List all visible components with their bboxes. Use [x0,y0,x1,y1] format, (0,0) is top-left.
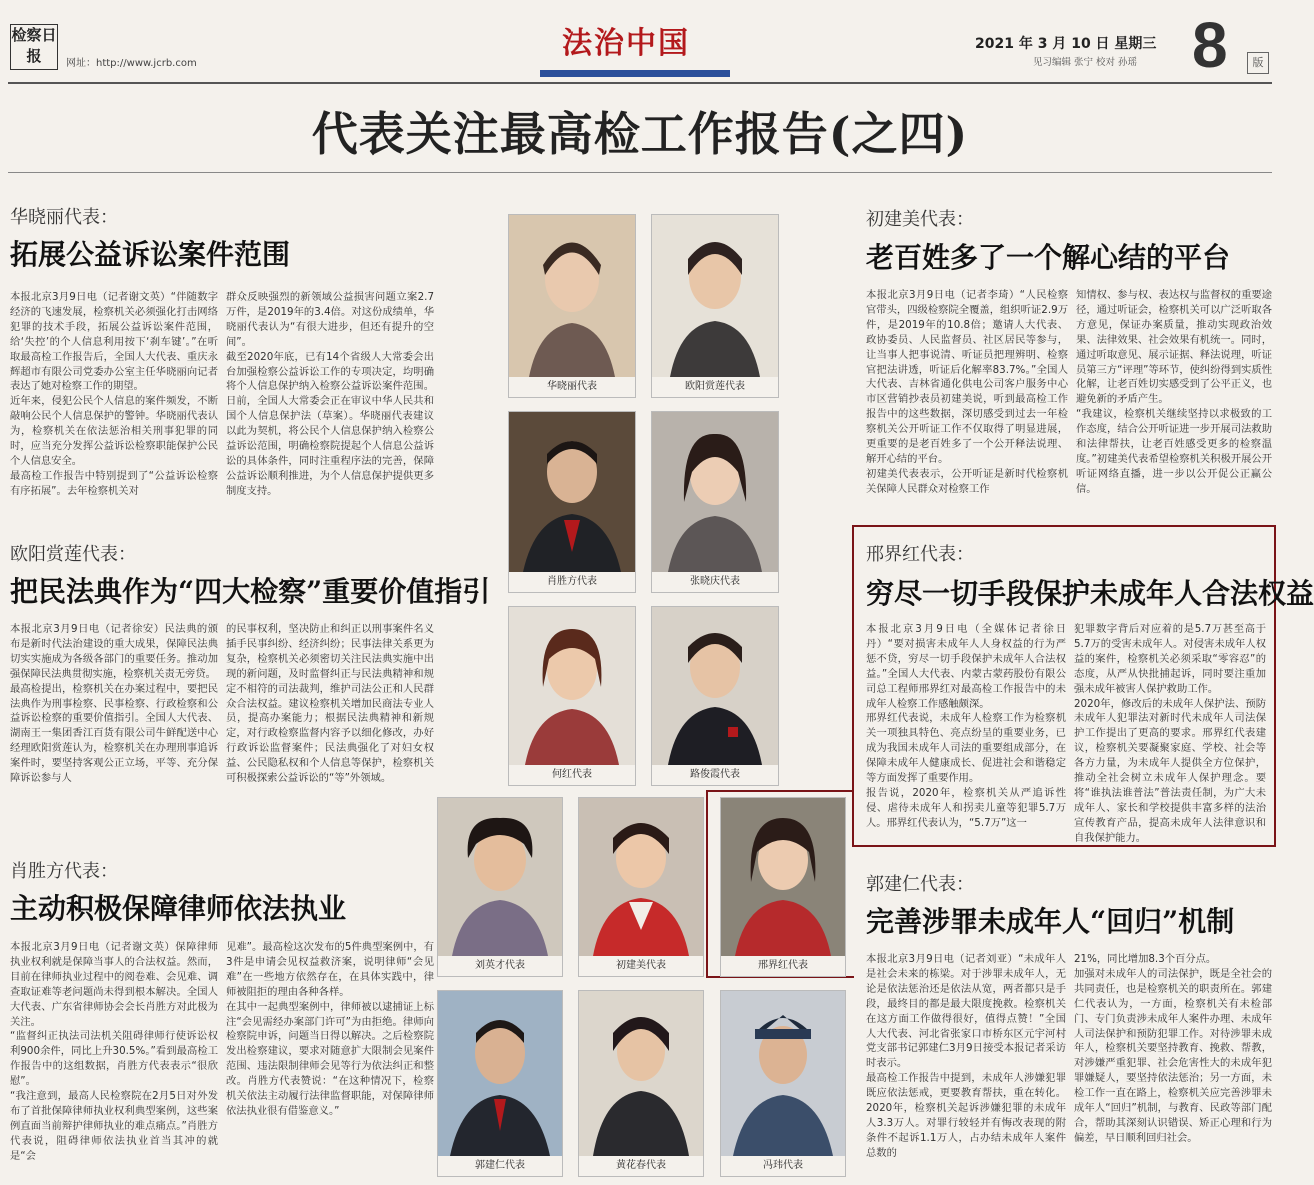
page-number: 8 [1192,9,1228,81]
article-rep-name: 初建美代表： [866,209,974,230]
article-headline: 主动积极保障律师依法执业 [10,892,347,925]
photo-caption: 初建美代表 [579,956,703,976]
portrait-photo [720,990,846,1177]
article-rep-name: 欧阳赏莲代表： [10,544,136,565]
article-body-col2: 的民事权利，坚决防止和纠正以刑事案件名义插手民事纠纷、经济纠纷；民事法律关系更为复杂，检察机关必须密切关注民法典实施中出现的新问题，及时监督纠正与民法典精神和规定不相符的司法裁判，维护司法公正和人民群众合法权益。建议检察机关增加民商法专业人员，提高办案能力；根据民法典精神和新规定，对行政检察监督内容予以细化修改，办好行政诉讼监督案件；民法典强化了对妇女权益、公民隐私权和个人信息等保护，检察机关可积极探索公益诉讼的“等”外领域。 [226,623,434,785]
photo-caption: 张晓庆代表 [652,572,778,592]
photo-caption: 肖胜方代表 [509,572,635,592]
section-title-bar [540,70,730,77]
headline-divider [8,172,1272,173]
photo-caption: 何红代表 [509,765,635,785]
article-body-col2: 见难”。最高检这次发布的5件典型案例中，有3件是申请会见权益救济案，说明律师“会见难”在一些地方依然存在，在具体实践中，律师被阻拒的理由各种各样。 在其中一起典型案例中，律师被以逮捕证上标注“会见需经办案部门许可”为由拒绝。律师向检察院申诉，问题当日得以解决。之后检察院发出检察建议，要求对随意扩大限制会见案件范围、违法限制律师会见等行为依法纠正和整改。肖胜方代表赞说：“在这种情况下，检察机关依法主动履行法律监督职能，对保障律师依法执业很有借鉴意义。” [226,941,434,1117]
photo-caption: 欧阳赏莲代表 [652,377,778,397]
article-rep-name: 郭建仁代表： [866,874,974,895]
portrait-photo [578,797,704,977]
portrait-photo [720,797,846,977]
article-body-col1: 本报北京3月9日电（记者徐安）民法典的颁布是新时代法治建设的重大成果，保障民法典切实实施成为各级各部门的重要任务。推动加强保障民法典贯彻实施，检察机关责无旁贷。 最高检提出，检察机关在办案过程中，要把民法典作为刑事检察、民事检察、行政检察和公益诉讼检察的重要价值指引。全国人大代表、湖南王一集团香江百货有限公司牛鲜配送中心经理欧阳赏莲认为，检察机关在办理刑事追诉案件时，要坚持客观公正立场，平等、充分保障诉讼参与人 [10,623,218,785]
article-headline: 把民法典作为“四大检察”重要价值指引 [10,575,491,608]
photo-caption: 刘英才代表 [438,956,562,976]
photo-caption: 冯玮代表 [721,1156,845,1176]
page-label: 版 [1247,52,1269,74]
portrait-photo [437,990,563,1177]
main-headline: 代表关注最高检工作报告(之四) [311,107,969,161]
portrait-photo [651,411,779,593]
article-body-col1: 本报北京3月9日电（全媒体记者徐日丹）“要对损害未成年人人身权益的行为严惩不贷，穷尽一切手段保护未成年人合法权益。”全国人大代表、内蒙古蒙药股份有限公司总工程师邢界红对最高检工作报告中的未成年人检察工作感触颇深。 邢界红代表说，未成年人检察工作为检察机关一项独具特色、亮点纷呈的重要业务，已成为我国未成年人司法的重要组成部分，在保障未成年人健康成长、促进社会和谐稳定等方面发挥了重要作用。 报告说，2020年，检察机关从严追诉性侵、虐待未成年人和拐卖儿童等犯罪5.7万人。邢界红代表认为，“5.7万”这一 [866,623,1066,829]
article-body-col2: 群众反映强烈的新领域公益损害问题立案2.7万件，是2019年的3.4倍。对这份成绩单，华晓丽代表认为“有很大进步，但还有提升的空间”。 截至2020年底，已有14个省级人大常委会出台加强检察公益诉讼工作的专项决定，均明确将个人信息保护纳入检察公益诉讼案件范围。日前，全国人大常委会正在审议中华人民共和国个人信息保护法（草案）。华晓丽代表建议以此为契机，将公民个人信息保护纳入检察公益诉讼范围，明确检察院提起个人信息公益诉讼的具体条件，同时注重程序法的完善，保障公益诉讼顺利推进，为个人信息保护提供更多制度支持。 [226,291,434,497]
article-body-col1: 本报北京3月9日电（记者谢文英）保障律师执业权利就是保障当事人的合法权益。然而，目前在律师执业过程中的阅卷难、会见难、调查取证难等老问题尚未得到根本解决。全国人大代表、广东省律师协会会长肖胜方对此极为关注。 “监督纠正执法司法机关阻碍律师行使诉讼权利900余件，同比上升30.5%。”看到最高检工作报告中的这组数据，肖胜方代表表示“很欣慰”。 “我注意到，最高人民检察院在2月5日对外发布了首批保障律师执业权利典型案例，这些案例直面当前辩护律师执业的难点痛点。”肖胜方代表说，阻碍律师依法执业首当其冲的就是“会 [10,941,218,1162]
portrait-photo [508,214,636,398]
masthead-divider [8,82,1272,84]
article-body-col1: 本报北京3月9日电（记者刘亚）“未成年人是社会未来的栋梁。对于涉罪未成年人，无论是依法惩治还是依法从宽，两者都只是手段，最终目的都是最大限度挽救。检察机关在这方面工作做得很好，值得点赞！”全国人大代表、河北省张家口市桥东区元宇河村党支部书记郭建仁3月9日接受本报记者采访时表示。 最高检工作报告中提到，未成年人涉嫌犯罪既应依法惩戒，更要教育帮扶，重在转化。2020年，检察机关起诉涉嫌犯罪的未成年人3.3万人。对罪行较轻并有悔改表现的附条件不起诉1.1万人，占办结未成年人案件总数的 [866,953,1066,1159]
article-body-col2: 犯罪数字背后对应着的是5.7万甚至高于5.7万的受害未成年人。对侵害未成年人权益的案件，检察机关必须采取“零容忍”的态度，从严从快批捕起诉，同时要注重加强未成年被害人保护救助工作。 2020年，修改后的未成年人保护法、预防未成年人犯罪法对新时代未成年人司法保护工作提出了更高的要求。邢界红代表建议，检察机关要凝聚家庭、学校、社会等各方力量，为未成年人提供全方位保护，推动全社会树立未成年人保护理念。要将“谁执法谁普法”普法责任制，为广大未成年人、家长和学校提供丰富多样的法治宣传教育产品，提高未成年人法律意识和自我保护能力。 [1074,623,1266,844]
article-body-col1: 本报北京3月9日电（记者谢文英）“伴随数字经济的飞速发展，检察机关必须强化打击网络犯罪的技术手段，拓展公益诉讼案件范围，给‘失控’的个人信息利用按下‘刹车键’。”在听取最高检工作报告后，全国人大代表、重庆永辉超市有限公司党委办公室主任华晓丽向记者表达了她对检察工作的期望。 近年来，侵犯公民个人信息的案件频发，不断敲响公民个人信息保护的警钟。华晓丽代表认为，检察机关在依法惩治相关刑事犯罪的同时，应当充分发挥公益诉讼检察职能保护公民个人信息安全。 最高检工作报告中特别提到了“公益诉讼检察有序拓展”。去年检察机关对 [10,291,218,497]
article-body-col2: 知情权、参与权、表达权与监督权的重要途径，通过听证会，检察机关可以广泛听取各方意见，保证办案质量，推动实现政治效果、法律效果、社会效果有机统一。同时，通过听取意见、展示证据、释法说理，听证员第三方“评理”等环节，使纠纷得到实质性化解，让老百姓切实感受到了公平正义，也避免新的矛盾产生。 “我建议，检察机关继续坚持以求极致的工作态度，结合公开听证进一步开展司法救助和法律帮扶，让老百姓感受更多的检察温度。”初建美代表希望检察机关积极开展公开听证网络直播，进一步以公开促公正赢公信。 [1076,289,1273,495]
article-rep-name: 肖胜方代表： [10,861,118,882]
photo-caption: 黄花春代表 [579,1156,703,1176]
portrait-photo [651,606,779,786]
article-rep-name: 邢界红代表： [866,544,974,565]
portrait-photo [437,797,563,977]
portrait-photo [508,411,636,593]
issue-date: 2021 年 3 月 10 日 星期三 [975,36,1157,52]
portrait-photo [508,606,636,786]
article-headline: 穷尽一切手段保护未成年人合法权益 [866,577,1314,610]
photo-caption: 路俊霞代表 [652,765,778,785]
portrait-photo [578,990,704,1177]
portrait-photo [651,214,779,398]
article-headline: 老百姓多了一个解心结的平台 [866,241,1231,274]
staff-credits: 见习编辑 张宁 校对 孙瑶 [1033,57,1138,68]
article-body-col2: 21%，同比增加8.3个百分点。 加强对未成年人的司法保护，既是全社会的共同责任，也是检察机关的职责所在。郭建仁代表认为，一方面，检察机关有未检部门、专门负责涉未成年人案件办理、未成年人司法保护和预防犯罪工作。对待涉罪未成年人，检察机关要坚持教育、挽救、帮教，对涉嫌严重犯罪、社会危害性大的未成年犯罪嫌疑人，要坚持依法惩治；另一方面，未检工作一直在路上，检察机关应完善涉罪未成年人“回归”机制，与教育、民政等部门配合，帮助其深刻认识错误、矫正心理和行为偏差，早日顺利回归社会。 [1074,953,1272,1144]
newspaper-logo: 检察日报 [10,24,58,70]
website-url[interactable]: 网址：http://www.jcrb.com [66,58,197,69]
article-headline: 完善涉罪未成年人“回归”机制 [866,905,1235,938]
article-rep-name: 华晓丽代表： [10,207,118,228]
article-headline: 拓展公益诉讼案件范围 [10,238,291,271]
photo-caption: 华晓丽代表 [509,377,635,397]
photo-caption: 邢界红代表 [721,956,845,976]
section-title: 法治中国 [562,26,690,61]
photo-caption: 郭建仁代表 [438,1156,562,1176]
article-body-col1: 本报北京3月9日电（记者李琦）“人民检察官带头，四级检察院全覆盖，组织听证2.9万件，是2019年的10.8倍；邀请人大代表、政协委员、人民监督员、社区居民等参与，让当事人把事说清、听证员把理辨明、检察官把法讲透，听证后化解率83.7%。”全国人大代表、吉林省通化供电公司客户服务中心市区营销抄表员初建美说，听到最高检工作报告中的这些数据，深切感受到过去一年检察机关公开听证工作不仅取得了明显进展，更重要的是老百姓多了一个公开释法说理、解开心结的平台。 初建美代表表示，公开听证是新时代检察机关保障人民群众对检察工作 [866,289,1068,495]
